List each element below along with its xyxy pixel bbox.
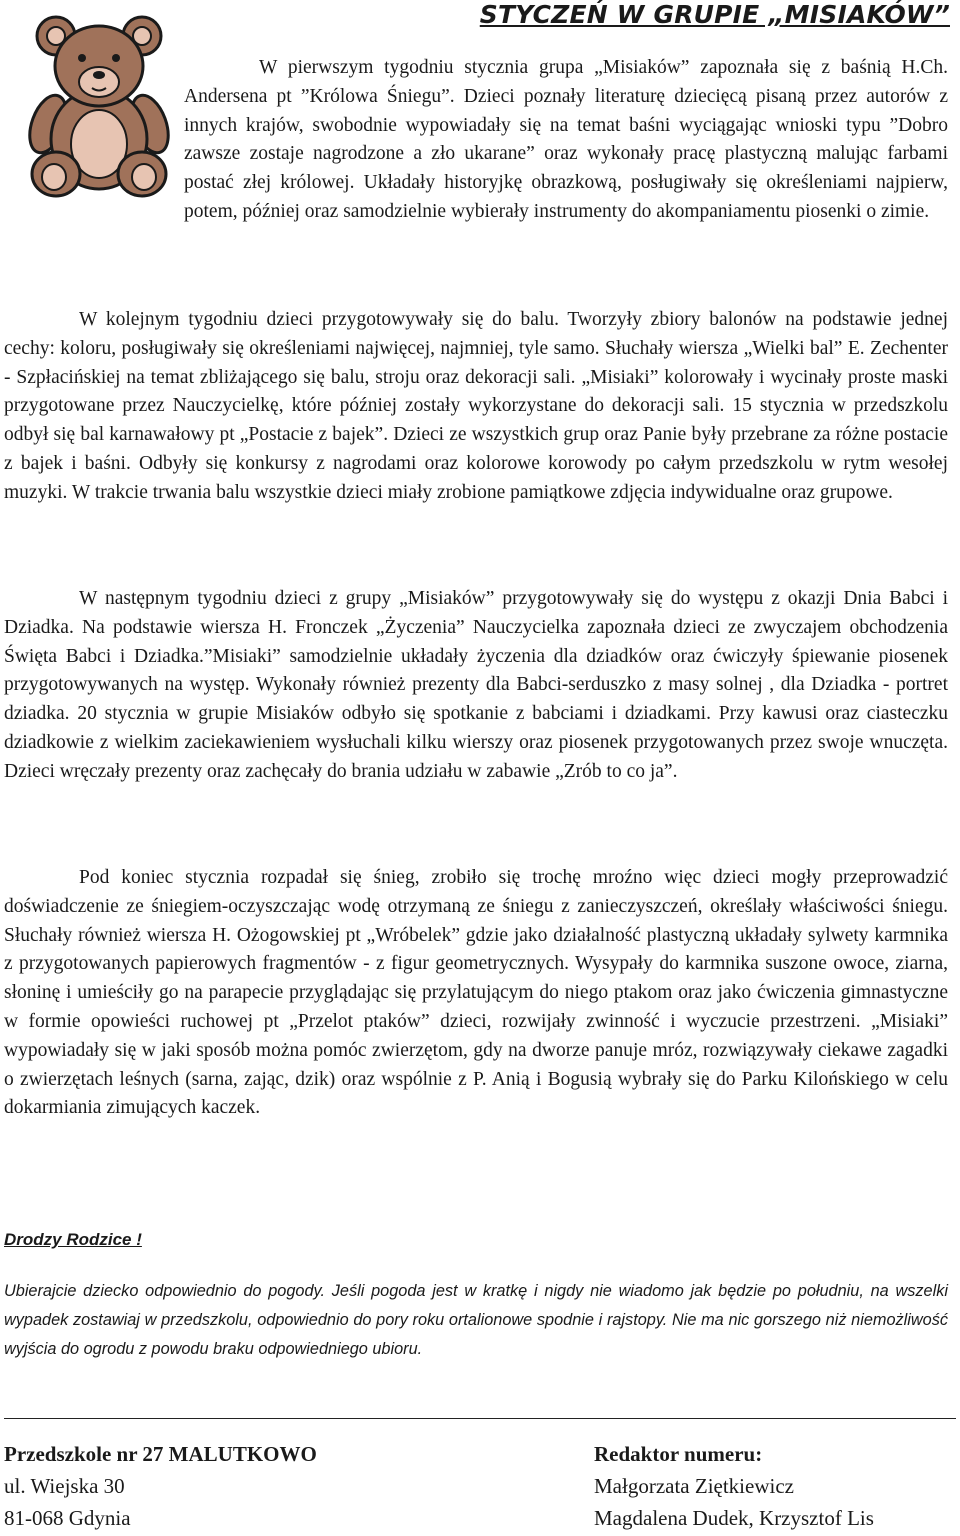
parents-note: Ubierajcie dziecko odpowiednio do pogody. Jeśli pogoda jest w kratkę i nigdy nie wiadomo jak będzie po południu, na wszelki wypadek zostawiaj w przedszkolu, odpowiednio do pory roku ortalionowe spodnie i rajstopy. Nie ma nic gorszego niż niemożliwość wyjścia do ogrodu z powodu braku odpowiedniego ubioru. [4, 1282, 948, 1359]
page-title: STYCZEŃ W GRUPIE „MISIAKÓW” [479, 0, 950, 29]
parents-heading: Drodzy Rodzice ! [4, 1230, 142, 1249]
editor-name-1: Małgorzata Ziętkiewicz [594, 1474, 794, 1498]
city-address: 81-068 Gdynia [4, 1506, 131, 1530]
paragraph-1-text: W pierwszym tygodniu stycznia grupa „Misiaków” zapoznała się z baśnią H.Ch. Andersena pt ”Królowa Śniegu”. Dzieci poznały literaturę dziecięcą pisaną przez autorów z innych krajów, swobodnie wypowiadały się na temat baśni wyciągając wnioski typu ”Dobro zawsze zostaje nagrodzone a zło ukarane” oraz wykonały pracę plastyczną malując farbami postać złej królowej. Układały historyjkę obrazkową, posługiwały się określeniami najpierw, potem, później oraz samodzielnie wybierały instrumenty do akompaniamentu piosenki o zimie. [184, 57, 948, 222]
school-name: Przedszkole nr 27 MALUTKOWO [4, 1442, 317, 1466]
footer-address [4, 1438, 317, 1534]
editor-name-2: Magdalena Dudek, Krzysztof Lis [594, 1506, 874, 1530]
footer-divider [4, 1418, 956, 1419]
street-address: ul. Wiejska 30 [4, 1474, 125, 1498]
paragraph-4-text: Pod koniec stycznia rozpadał się śnieg, zrobiło się trochę mroźno więc dzieci mogły przeprowadzić doświadczenie ze śniegiem-oczyszczając wodę otrzymaną ze śniegu z zanieczyszczeń, określały właściwości śniegu. Słuchały również wiersza H. Ożogowskiej pt „Wróbelek” gdzie jako działalność plastyczną układały sylwety karmnika z przygotowanych papierowych fragmentów - z figur geometrycznych. Wysypały do karmnika suszone owoce, ziarna, słoninę i umieściły go na parapecie przyglądając się przylatującym do niego ptakom oraz jako ćwiczenia gimnastyczne w formie opowieści ruchowej pt „Przelot ptaków” dzieci, rozwijały zwinność i wyczucie przestrzeni. „Misiaki” wypowiadały się w jaki sposób można pomóc zwierzętom, gdy na dworze panuje mróz, rozwiązywały ciekawe zagadki o zwierzętach leśnych (sarna, zając, dzik) oraz wspólnie z P. Anią i Bogusią wybrały się do Parku Kilońskiego w celu dokarmiania zimujących kaczek. [4, 867, 948, 1119]
footer-editors [594, 1438, 874, 1534]
paragraph-3-text: W następnym tygodniu dzieci z grupy „Misiaków” przygotowywały się do występu z okazji Dnia Babci i Dziadka. Na podstawie wiersza H. Fronczek „Życzenia” Nauczycielka zapoznała dzieci ze zwyczajem obchodzenia Święta Babci i Dziadka.”Misiaki” samodzielnie układały życzenia dla dziadków oraz ćwiczyły śpiewanie piosenek przygotowywanych na występ. Wykonały również prezenty dla Babci-serduszko z masy solnej , dla Dziadka - portret dziadka. 20 stycznia w grupie Misiaków odbyło się spotkanie z babciami i dziadkami. Przy kawusi oraz ciasteczku dziadkowie z wielkim zaciekawieniem wysłuchali kilku wierszy oraz piosenek przygotowanych przez swoje wnuczęta. Dzieci wręczały prezenty oraz zachęcały do brania udziału w zabawie „Zrób to co ja”. [4, 588, 948, 782]
paragraph-2 [4, 306, 948, 508]
paragraph-3 [4, 585, 948, 787]
paragraph-4 [4, 864, 948, 1123]
paragraph-1 [4, 54, 948, 227]
paragraph-2-text: W kolejnym tygodniu dzieci przygotowywały się do balu. Tworzyły zbiory balonów na podstawie jednej cechy: koloru, posługiwały się określeniami najwięcej, najmniej, tyle samo. Słuchały wiersza „Wielki bal” E. Zechenter - Szpłacińskiej na temat zbliżającego się balu, stroju oraz dekoracji sali. „Misiaki” kolorowały i wycinały proste maski przygotowane przez Nauczycielkę, które później zostały wykorzystane do dekoracji sali. 15 stycznia w przedszkolu odbył się bal karnawałowy pt „Postacie z bajek”. Dzieci ze wszystkich grup oraz Panie były przebrane za różne postacie z bajek i baśni. Odbyły się konkursy z nagrodami oraz kolorowe korowody po całym przedszkolu w rytm wesołej muzyki. W trakcie trwania balu wszystkie dzieci miały zrobione pamiątkowe zdjęcia indywidualne oraz grupowe. [4, 309, 948, 503]
editor-label: Redaktor numeru: [594, 1442, 763, 1466]
